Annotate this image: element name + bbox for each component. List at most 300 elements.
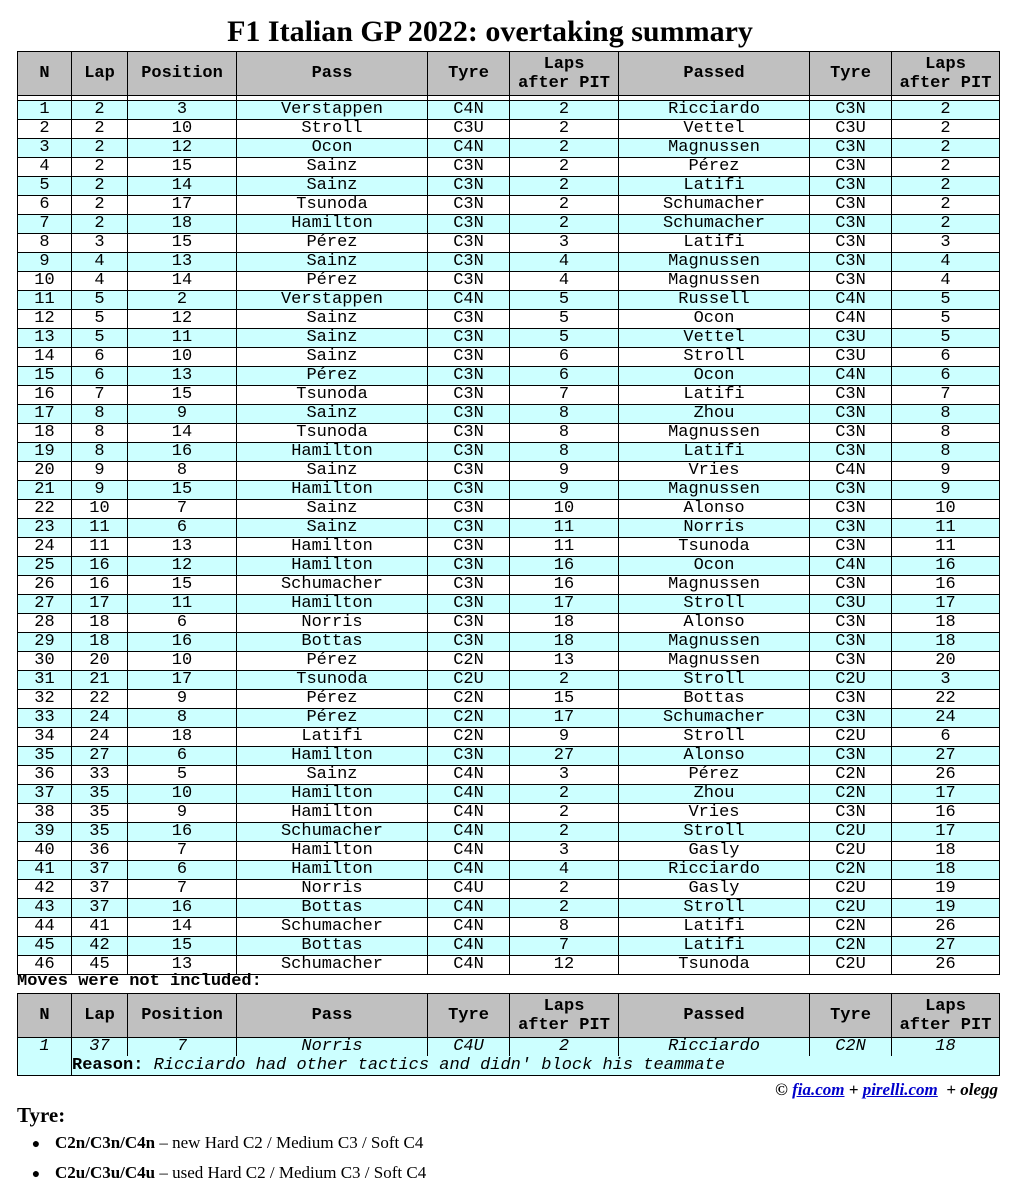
legend-title: Tyre: <box>17 1103 66 1127</box>
cell-pass: Hamilton <box>237 804 428 823</box>
cell-tyre: C3N <box>428 614 510 633</box>
header-laps-after-pit: Laps after PIT <box>510 52 619 96</box>
header-passed: Passed <box>619 52 810 96</box>
header-position: Position <box>128 52 237 96</box>
cell-lap: 2 <box>72 101 128 120</box>
cell-pass: Norris <box>237 614 428 633</box>
cell-passed: Ricciardo <box>619 1038 810 1057</box>
overtaking-table <box>17 51 1000 975</box>
cell-laps-after-pit-passed: 5 <box>892 329 1000 348</box>
cell-n: 20 <box>18 462 72 481</box>
cell-passed: Ocon <box>619 557 810 576</box>
cell-tyre-passed: C3N <box>810 443 892 462</box>
table-row <box>18 234 1000 253</box>
cell-lap: 18 <box>72 614 128 633</box>
cell-n: 5 <box>18 177 72 196</box>
cell-position: 15 <box>128 386 237 405</box>
cell-lap: 6 <box>72 348 128 367</box>
cell-laps-after-pit-passed: 2 <box>892 215 1000 234</box>
table-row <box>18 937 1000 956</box>
cell-passed: Alonso <box>619 747 810 766</box>
table-row <box>18 500 1000 519</box>
cell-passed: Tsunoda <box>619 956 810 975</box>
cell-tyre: C3U <box>428 120 510 139</box>
cell-laps-after-pit-passed: 11 <box>892 519 1000 538</box>
cell-n: 16 <box>18 386 72 405</box>
cell-n: 35 <box>18 747 72 766</box>
cell-laps-after-pit: 2 <box>510 880 619 899</box>
cell-passed: Latifi <box>619 386 810 405</box>
cell-lap: 24 <box>72 709 128 728</box>
cell-pass: Pérez <box>237 709 428 728</box>
cell-lap: 2 <box>72 120 128 139</box>
cell-pass: Tsunoda <box>237 386 428 405</box>
legend-desc: – used Hard C2 / Medium C3 / Soft C4 <box>155 1163 427 1182</box>
page-title: F1 Italian GP 2022: overtaking summary <box>227 15 753 48</box>
table-row <box>18 747 1000 766</box>
cell-laps-after-pit-passed: 5 <box>892 291 1000 310</box>
cell-position: 14 <box>128 424 237 443</box>
cell-pass: Norris <box>237 1038 428 1057</box>
cell-laps-after-pit: 2 <box>510 823 619 842</box>
cell-n: 8 <box>18 234 72 253</box>
cell-laps-after-pit-passed: 17 <box>892 595 1000 614</box>
cell-tyre-passed: C4N <box>810 557 892 576</box>
cell-laps-after-pit-passed: 2 <box>892 120 1000 139</box>
cell-n: 14 <box>18 348 72 367</box>
cell-pass: Hamilton <box>237 538 428 557</box>
table-row <box>18 709 1000 728</box>
cell-laps-after-pit-passed: 10 <box>892 500 1000 519</box>
cell-pass: Schumacher <box>237 823 428 842</box>
cell-laps-after-pit: 2 <box>510 196 619 215</box>
cell-pass: Hamilton <box>237 747 428 766</box>
cell-laps-after-pit-passed: 26 <box>892 766 1000 785</box>
cell-passed: Latifi <box>619 234 810 253</box>
credit-plus: + <box>848 1080 859 1099</box>
cell-tyre: C3N <box>428 576 510 595</box>
cell-laps-after-pit-passed: 6 <box>892 367 1000 386</box>
cell-tyre-passed: C3N <box>810 234 892 253</box>
cell-passed: Stroll <box>619 348 810 367</box>
cell-tyre: C4U <box>428 880 510 899</box>
header-pass: Pass <box>237 994 428 1038</box>
table-header-row <box>18 52 1000 96</box>
pirelli-link[interactable]: pirelli.com <box>862 1080 938 1099</box>
cell-laps-after-pit: 9 <box>510 462 619 481</box>
cell-n: 15 <box>18 367 72 386</box>
cell-n: 31 <box>18 671 72 690</box>
cell-tyre: C3N <box>428 310 510 329</box>
cell-laps-after-pit-passed: 22 <box>892 690 1000 709</box>
cell-position: 16 <box>128 443 237 462</box>
cell-n: 46 <box>18 956 72 975</box>
reason-text: Ricciardo had other tactics and didn' block his teammate <box>153 1056 725 1075</box>
cell-lap: 3 <box>72 234 128 253</box>
cell-tyre: C3N <box>428 215 510 234</box>
cell-laps-after-pit-passed: 18 <box>892 861 1000 880</box>
header-passed: Passed <box>619 994 810 1038</box>
cell-passed: Stroll <box>619 595 810 614</box>
cell-n: 45 <box>18 937 72 956</box>
header-tyre: Tyre <box>428 994 510 1038</box>
cell-laps-after-pit-passed: 6 <box>892 348 1000 367</box>
cell-tyre: C4N <box>428 139 510 158</box>
table-row <box>18 614 1000 633</box>
not-included-heading: Moves were not included: <box>17 972 262 991</box>
table-row <box>18 443 1000 462</box>
cell-pass: Latifi <box>237 728 428 747</box>
table-row <box>18 671 1000 690</box>
cell-laps-after-pit: 12 <box>510 956 619 975</box>
cell-tyre: C2N <box>428 728 510 747</box>
cell-laps-after-pit-passed: 8 <box>892 405 1000 424</box>
cell-position: 9 <box>128 690 237 709</box>
cell-tyre: C3N <box>428 386 510 405</box>
cell-pass: Verstappen <box>237 101 428 120</box>
cell-pass: Bottas <box>237 937 428 956</box>
header-laps-after-pit-passed: Laps after PIT <box>892 52 1000 96</box>
cell-lap: 2 <box>72 139 128 158</box>
cell-laps-after-pit: 17 <box>510 709 619 728</box>
cell-laps-after-pit: 2 <box>510 671 619 690</box>
cell-laps-after-pit-passed: 18 <box>892 842 1000 861</box>
cell-tyre-passed: C2N <box>810 766 892 785</box>
cell-lap: 5 <box>72 291 128 310</box>
cell-laps-after-pit: 6 <box>510 348 619 367</box>
table-row <box>18 367 1000 386</box>
cell-lap: 8 <box>72 443 128 462</box>
cell-passed: Magnussen <box>619 652 810 671</box>
cell-tyre-passed: C3N <box>810 690 892 709</box>
cell-tyre: C2U <box>428 671 510 690</box>
cell-laps-after-pit-passed: 17 <box>892 785 1000 804</box>
cell-lap: 35 <box>72 804 128 823</box>
table-row <box>18 462 1000 481</box>
cell-n: 40 <box>18 842 72 861</box>
header-n: N <box>18 994 72 1038</box>
cell-position: 12 <box>128 139 237 158</box>
cell-passed: Vettel <box>619 329 810 348</box>
cell-tyre-passed: C4N <box>810 462 892 481</box>
header-pass: Pass <box>237 52 428 96</box>
cell-tyre-passed: C3N <box>810 158 892 177</box>
cell-pass: Hamilton <box>237 443 428 462</box>
cell-passed: Pérez <box>619 766 810 785</box>
cell-laps-after-pit: 7 <box>510 386 619 405</box>
cell-tyre: C4N <box>428 918 510 937</box>
cell-tyre-passed: C3N <box>810 614 892 633</box>
cell-tyre: C3N <box>428 405 510 424</box>
cell-laps-after-pit: 3 <box>510 766 619 785</box>
cell-tyre-passed: C3U <box>810 329 892 348</box>
table-row <box>18 272 1000 291</box>
cell-laps-after-pit: 4 <box>510 272 619 291</box>
cell-position: 15 <box>128 158 237 177</box>
cell-pass: Pérez <box>237 234 428 253</box>
cell-passed: Ricciardo <box>619 861 810 880</box>
cell-passed: Ocon <box>619 310 810 329</box>
cell-position: 15 <box>128 481 237 500</box>
table-row <box>18 253 1000 272</box>
cell-tyre: C2N <box>428 652 510 671</box>
cell-tyre: C4N <box>428 937 510 956</box>
cell-tyre: C4N <box>428 804 510 823</box>
cell-tyre-passed: C4N <box>810 291 892 310</box>
cell-pass: Schumacher <box>237 576 428 595</box>
excluded-row <box>18 1038 1000 1057</box>
cell-passed: Latifi <box>619 177 810 196</box>
header-tyre: Tyre <box>428 52 510 96</box>
cell-pass: Ocon <box>237 139 428 158</box>
cell-laps-after-pit: 2 <box>510 804 619 823</box>
cell-n: 1 <box>18 1038 72 1057</box>
cell-tyre-passed: C2U <box>810 728 892 747</box>
cell-laps-after-pit-passed: 16 <box>892 557 1000 576</box>
cell-tyre-passed: C3N <box>810 538 892 557</box>
cell-n: 6 <box>18 196 72 215</box>
cell-laps-after-pit-passed: 2 <box>892 101 1000 120</box>
cell-position: 7 <box>128 880 237 899</box>
cell-lap: 4 <box>72 253 128 272</box>
cell-tyre: C3N <box>428 272 510 291</box>
cell-lap: 42 <box>72 937 128 956</box>
header-laps-after-pit-passed: Laps after PIT <box>892 994 1000 1038</box>
cell-position: 9 <box>128 804 237 823</box>
table-row <box>18 557 1000 576</box>
cell-tyre-passed: C2U <box>810 823 892 842</box>
cell-tyre-passed: C3N <box>810 500 892 519</box>
cell-lap: 24 <box>72 728 128 747</box>
cell-position: 10 <box>128 120 237 139</box>
cell-laps-after-pit-passed: 18 <box>892 1038 1000 1057</box>
cell-tyre: C3N <box>428 234 510 253</box>
cell-laps-after-pit-passed: 4 <box>892 272 1000 291</box>
cell-tyre-passed: C3N <box>810 804 892 823</box>
header-n: N <box>18 52 72 96</box>
cell-tyre-passed: C3N <box>810 576 892 595</box>
cell-lap: 8 <box>72 424 128 443</box>
cell-position: 8 <box>128 709 237 728</box>
cell-laps-after-pit-passed: 17 <box>892 823 1000 842</box>
cell-laps-after-pit: 16 <box>510 576 619 595</box>
tyre-legend <box>17 1132 426 1192</box>
cell-pass: Hamilton <box>237 595 428 614</box>
cell-pass: Tsunoda <box>237 424 428 443</box>
cell-laps-after-pit-passed: 11 <box>892 538 1000 557</box>
cell-position: 16 <box>128 633 237 652</box>
cell-laps-after-pit: 15 <box>510 690 619 709</box>
cell-n: 19 <box>18 443 72 462</box>
cell-pass: Sainz <box>237 348 428 367</box>
cell-passed: Latifi <box>619 937 810 956</box>
table-row <box>18 861 1000 880</box>
cell-pass: Sainz <box>237 405 428 424</box>
cell-laps-after-pit-passed: 4 <box>892 253 1000 272</box>
cell-tyre-passed: C3N <box>810 253 892 272</box>
cell-pass: Sainz <box>237 310 428 329</box>
cell-pass: Stroll <box>237 120 428 139</box>
cell-passed: Tsunoda <box>619 538 810 557</box>
cell-lap: 41 <box>72 918 128 937</box>
cell-tyre-passed: C2N <box>810 861 892 880</box>
table-row <box>18 918 1000 937</box>
cell-lap: 2 <box>72 158 128 177</box>
cell-laps-after-pit-passed: 8 <box>892 424 1000 443</box>
cell-laps-after-pit: 2 <box>510 215 619 234</box>
cell-tyre-passed: C4N <box>810 367 892 386</box>
cell-position: 7 <box>128 1038 237 1057</box>
cell-tyre-passed: C2U <box>810 956 892 975</box>
cell-position: 12 <box>128 310 237 329</box>
excluded-reason-row <box>18 1056 1000 1076</box>
cell-tyre-passed: C2U <box>810 671 892 690</box>
cell-laps-after-pit: 10 <box>510 500 619 519</box>
cell-position: 6 <box>128 861 237 880</box>
cell-lap: 11 <box>72 519 128 538</box>
cell-tyre: C4N <box>428 766 510 785</box>
cell-laps-after-pit: 3 <box>510 842 619 861</box>
cell-tyre-passed: C3N <box>810 709 892 728</box>
cell-position: 10 <box>128 785 237 804</box>
cell-laps-after-pit-passed: 19 <box>892 880 1000 899</box>
cell-position: 18 <box>128 215 237 234</box>
cell-tyre-passed: C3N <box>810 272 892 291</box>
cell-tyre: C3N <box>428 557 510 576</box>
cell-passed: Magnussen <box>619 272 810 291</box>
cell-laps-after-pit-passed: 27 <box>892 747 1000 766</box>
table-row <box>18 804 1000 823</box>
table-row <box>18 880 1000 899</box>
legend-item-new <box>17 1132 426 1162</box>
table-row <box>18 690 1000 709</box>
cell-passed: Stroll <box>619 899 810 918</box>
cell-tyre-passed: C3N <box>810 101 892 120</box>
cell-lap: 6 <box>72 367 128 386</box>
cell-laps-after-pit: 5 <box>510 291 619 310</box>
cell-position: 18 <box>128 728 237 747</box>
cell-lap: 37 <box>72 861 128 880</box>
cell-lap: 27 <box>72 747 128 766</box>
cell-lap: 16 <box>72 557 128 576</box>
cell-laps-after-pit-passed: 9 <box>892 481 1000 500</box>
cell-lap: 17 <box>72 595 128 614</box>
cell-tyre-passed: C4N <box>810 310 892 329</box>
cell-tyre-passed: C3N <box>810 215 892 234</box>
cell-passed: Magnussen <box>619 253 810 272</box>
cell-passed: Stroll <box>619 671 810 690</box>
cell-passed: Latifi <box>619 443 810 462</box>
header-laps-after-pit: Laps after PIT <box>510 994 619 1038</box>
cell-lap: 22 <box>72 690 128 709</box>
cell-pass: Sainz <box>237 500 428 519</box>
cell-laps-after-pit: 2 <box>510 158 619 177</box>
cell-lap: 7 <box>72 386 128 405</box>
cell-position: 9 <box>128 405 237 424</box>
cell-passed: Schumacher <box>619 196 810 215</box>
cell-laps-after-pit: 7 <box>510 937 619 956</box>
cell-lap: 2 <box>72 215 128 234</box>
cell-tyre-passed: C3N <box>810 139 892 158</box>
cell-laps-after-pit: 18 <box>510 614 619 633</box>
excluded-moves-table <box>17 993 1000 1076</box>
header-tyre-passed: Tyre <box>810 994 892 1038</box>
cell-position: 13 <box>128 956 237 975</box>
header-tyre-passed: Tyre <box>810 52 892 96</box>
cell-tyre: C3N <box>428 519 510 538</box>
fia-link[interactable]: fia.com <box>792 1080 845 1099</box>
cell-n: 11 <box>18 291 72 310</box>
cell-position: 6 <box>128 519 237 538</box>
cell-tyre: C4N <box>428 823 510 842</box>
cell-laps-after-pit: 5 <box>510 329 619 348</box>
cell-lap: 5 <box>72 329 128 348</box>
cell-laps-after-pit: 11 <box>510 538 619 557</box>
cell-tyre: C3N <box>428 481 510 500</box>
cell-tyre-passed: C2N <box>810 785 892 804</box>
cell-laps-after-pit: 18 <box>510 633 619 652</box>
cell-tyre: C3N <box>428 538 510 557</box>
table-row <box>18 329 1000 348</box>
cell-position: 15 <box>128 576 237 595</box>
cell-pass: Sainz <box>237 462 428 481</box>
cell-tyre: C4N <box>428 861 510 880</box>
cell-lap: 2 <box>72 177 128 196</box>
cell-pass: Sainz <box>237 766 428 785</box>
cell-tyre-passed: C2N <box>810 1038 892 1057</box>
cell-position: 15 <box>128 937 237 956</box>
cell-n: 13 <box>18 329 72 348</box>
cell-n: 24 <box>18 538 72 557</box>
cell-laps-after-pit: 4 <box>510 861 619 880</box>
excluded-reason <box>72 1056 1000 1076</box>
cell-pass: Sainz <box>237 519 428 538</box>
cell-tyre-passed: C2N <box>810 937 892 956</box>
cell-tyre-passed: C3N <box>810 177 892 196</box>
cell-lap: 18 <box>72 633 128 652</box>
cell-n: 12 <box>18 310 72 329</box>
cell-laps-after-pit: 9 <box>510 481 619 500</box>
cell-laps-after-pit: 8 <box>510 443 619 462</box>
cell-n: 42 <box>18 880 72 899</box>
cell-n: 17 <box>18 405 72 424</box>
cell-tyre: C3N <box>428 348 510 367</box>
cell-position: 17 <box>128 196 237 215</box>
table-row <box>18 481 1000 500</box>
cell-n: 37 <box>18 785 72 804</box>
cell-passed: Latifi <box>619 918 810 937</box>
cell-tyre: C4N <box>428 785 510 804</box>
cell-laps-after-pit-passed: 26 <box>892 956 1000 975</box>
excluded-header-row <box>18 994 1000 1038</box>
cell-tyre: C3N <box>428 747 510 766</box>
cell-pass: Hamilton <box>237 215 428 234</box>
cell-lap: 9 <box>72 481 128 500</box>
cell-laps-after-pit-passed: 2 <box>892 139 1000 158</box>
cell-laps-after-pit: 2 <box>510 101 619 120</box>
cell-laps-after-pit-passed: 3 <box>892 671 1000 690</box>
cell-tyre-passed: C3U <box>810 595 892 614</box>
cell-pass: Pérez <box>237 367 428 386</box>
cell-pass: Schumacher <box>237 956 428 975</box>
cell-pass: Pérez <box>237 652 428 671</box>
cell-tyre-passed: C3N <box>810 519 892 538</box>
cell-lap: 11 <box>72 538 128 557</box>
cell-n: 28 <box>18 614 72 633</box>
cell-position: 16 <box>128 899 237 918</box>
cell-laps-after-pit-passed: 24 <box>892 709 1000 728</box>
cell-tyre: C3N <box>428 424 510 443</box>
